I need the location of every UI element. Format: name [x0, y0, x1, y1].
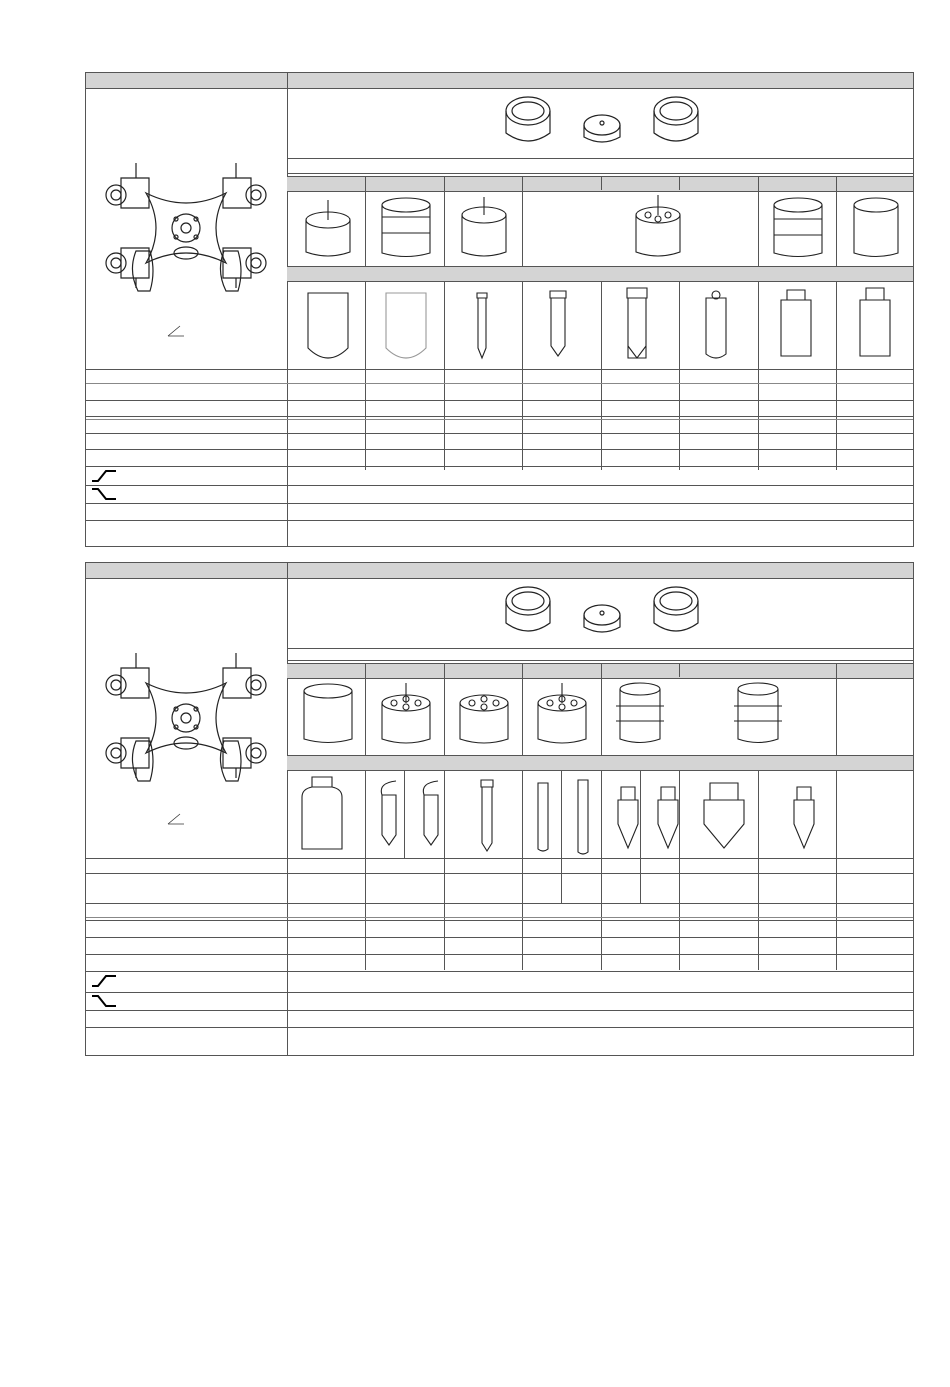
deceleration-icon — [90, 487, 118, 501]
tube-header-row — [287, 755, 913, 771]
tube-header-row — [287, 266, 913, 282]
adapter-icon — [298, 195, 950, 260]
bottle-icon — [298, 775, 950, 860]
acceleration-icon — [90, 469, 118, 483]
table-header-row — [86, 563, 913, 579]
deceleration-icon — [90, 994, 118, 1008]
acceleration-icon — [90, 974, 118, 988]
adapter-header-row — [287, 176, 913, 192]
bucket-icon — [498, 585, 708, 640]
adapter-header-row — [287, 663, 913, 679]
tube-icon — [298, 288, 950, 368]
table-header-row — [86, 73, 913, 89]
angle-icon — [166, 323, 186, 338]
rotor-icon — [96, 153, 276, 303]
column-divider — [287, 563, 288, 1056]
bucket-icon — [498, 95, 708, 150]
rotor-icon — [96, 643, 276, 793]
rotor-table-2 — [85, 562, 914, 1056]
adapter-icon — [298, 681, 950, 751]
rotor-table-1 — [85, 72, 914, 547]
column-divider — [287, 73, 288, 547]
angle-icon — [166, 811, 186, 826]
